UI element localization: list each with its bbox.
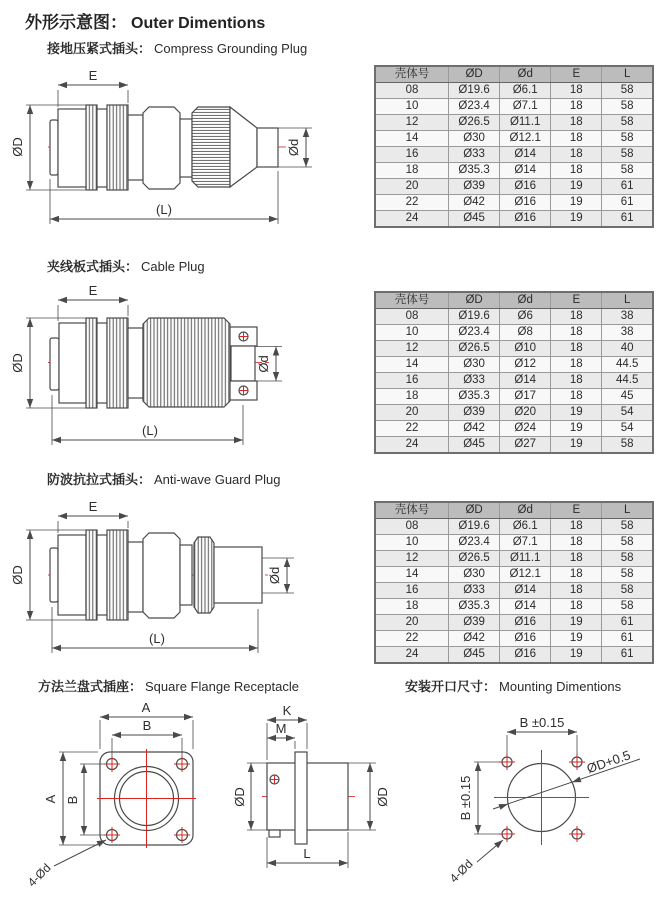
table-row	[375, 437, 653, 454]
table-cell: 58	[602, 535, 653, 551]
drawing-compress-grounding-plug	[10, 57, 360, 242]
table-cell: Ø14	[500, 599, 551, 615]
table-cell: 14	[375, 357, 449, 373]
table-cell: 45	[602, 389, 653, 405]
table-cell: 10	[375, 325, 449, 341]
drawing-mounting-cutout	[420, 690, 661, 898]
table-cell: Ø30	[449, 131, 500, 147]
dimension-e	[58, 283, 128, 321]
table-cell: 16	[375, 583, 449, 599]
table-cell: 18	[551, 373, 602, 389]
dim-label-b: B	[65, 795, 80, 805]
table-cell: Ø12.1	[500, 567, 551, 583]
dimension-od-small	[255, 347, 282, 382]
column-header: L	[602, 502, 653, 519]
table-row	[375, 341, 653, 357]
dimension-e	[58, 68, 128, 107]
end-cylinder	[214, 547, 262, 603]
table-cell: 61	[602, 615, 653, 631]
table-row	[375, 147, 653, 163]
table-header-row	[375, 66, 653, 83]
table-cell: Ø6	[500, 309, 551, 325]
table-row	[375, 99, 653, 115]
dimensions-table-compress-grounding-plug	[374, 65, 654, 228]
table-cell: Ø8	[500, 325, 551, 341]
dim-label-b-tolerance: B ±0.15	[519, 715, 565, 730]
column-header: E	[551, 292, 602, 309]
table-row	[375, 131, 653, 147]
table-row	[375, 389, 653, 405]
section-label-zh: 接地压紧式插头：	[47, 41, 152, 56]
table-cell: 18	[551, 519, 602, 535]
callout-hole-diameter	[493, 747, 640, 809]
table-row	[375, 309, 653, 325]
callout-label-four-holes: 4-Ød	[446, 856, 476, 886]
column-header: L	[602, 292, 653, 309]
page-title-en: Outer Dimentions	[131, 15, 266, 32]
table-cell: 18	[551, 389, 602, 405]
dimension-e	[58, 499, 128, 533]
table-cell: 18	[551, 83, 602, 99]
table-cell: Ø11.1	[500, 115, 551, 131]
table-cell: 14	[375, 567, 449, 583]
dimension-od-left	[232, 763, 267, 830]
table-cell: Ø14	[500, 147, 551, 163]
dim-label-od: ØD	[232, 787, 247, 807]
table-cell: Ø6.1	[500, 519, 551, 535]
table-cell: 18	[551, 551, 602, 567]
table-cell: 20	[375, 179, 449, 195]
table-header-row	[375, 292, 653, 309]
table-cell: 58	[602, 131, 653, 147]
table-cell: 58	[602, 567, 653, 583]
table-cell: Ø26.5	[449, 115, 500, 131]
table-cell: 24	[375, 211, 449, 228]
table-cell: Ø26.5	[449, 551, 500, 567]
table-header-row	[375, 502, 653, 519]
table-row	[375, 163, 653, 179]
table-cell: 58	[602, 115, 653, 131]
table-cell: Ø35.3	[449, 599, 500, 615]
table-row	[375, 647, 653, 664]
table-row	[375, 519, 653, 535]
table-cell: 40	[602, 341, 653, 357]
table-cell: 18	[375, 163, 449, 179]
section-label-en: Mounting Dimentions	[499, 679, 622, 694]
table-cell: Ø12.1	[500, 131, 551, 147]
column-header: 壳体号	[375, 66, 449, 83]
callout-four-holes	[25, 840, 106, 890]
table-cell: Ø14	[500, 583, 551, 599]
dimensions-table-anti-wave-guard-plug	[374, 501, 654, 664]
table-cell: 18	[551, 147, 602, 163]
table-cell: 12	[375, 551, 449, 567]
table-cell: 19	[551, 405, 602, 421]
dimension-m	[267, 721, 295, 749]
table-row	[375, 631, 653, 647]
knurl-band	[107, 530, 128, 620]
table-row	[375, 551, 653, 567]
dimensions-table-cable-plug	[374, 291, 654, 454]
knurl-band	[107, 318, 128, 408]
table-cell: Ø16	[500, 179, 551, 195]
table-cell: Ø39	[449, 405, 500, 421]
dim-label-od: ØD	[10, 565, 25, 585]
drawing-anti-wave-guard-plug	[10, 493, 360, 673]
table-cell: 24	[375, 437, 449, 454]
section-label-anti-wave-guard-plug	[47, 469, 280, 488]
table-cell: Ø16	[500, 195, 551, 211]
table-cell: 18	[551, 599, 602, 615]
table-cell: Ø16	[500, 615, 551, 631]
table-row	[375, 325, 653, 341]
table-cell: 22	[375, 421, 449, 437]
table-cell: 58	[602, 599, 653, 615]
table-cell: Ø17	[500, 389, 551, 405]
table-cell: Ø16	[500, 631, 551, 647]
table-cell: Ø16	[500, 647, 551, 664]
table-cell: 16	[375, 147, 449, 163]
table-cell: Ø23.4	[449, 535, 500, 551]
table-cell: Ø42	[449, 421, 500, 437]
table-cell: 58	[602, 83, 653, 99]
table-cell: Ø30	[449, 567, 500, 583]
table-cell: 18	[375, 389, 449, 405]
column-header: ØD	[449, 292, 500, 309]
table-row	[375, 373, 653, 389]
table-cell: Ø16	[500, 211, 551, 228]
section-label-cable-plug	[47, 256, 205, 275]
column-header: ØD	[449, 502, 500, 519]
table-row	[375, 615, 653, 631]
section-label-en: Anti-wave Guard Plug	[154, 472, 281, 487]
table-cell: 19	[551, 211, 602, 228]
section-label-en: Square Flange Receptacle	[145, 679, 299, 694]
section-label-zh: 安装开口尺寸：	[405, 679, 497, 694]
dim-label-od-small: Ød	[286, 138, 301, 157]
table-cell: 19	[551, 437, 602, 454]
table-cell: Ø19.6	[449, 309, 500, 325]
table-cell: 08	[375, 519, 449, 535]
knurl-band	[86, 318, 97, 408]
table-cell: 44.5	[602, 373, 653, 389]
table-cell: Ø45	[449, 437, 500, 454]
dim-label-l: (L)	[149, 631, 165, 646]
dim-label-a: A	[141, 700, 151, 715]
column-header: Ød	[500, 66, 551, 83]
table-cell: 58	[602, 583, 653, 599]
table-cell: 19	[551, 179, 602, 195]
table-cell: 18	[551, 99, 602, 115]
column-header: ØD	[449, 66, 500, 83]
table-cell: 22	[375, 195, 449, 211]
table-cell: 18	[375, 599, 449, 615]
dimension-b-left	[65, 764, 105, 835]
table-cell: 22	[375, 631, 449, 647]
dim-label-k: K	[282, 703, 292, 718]
dimension-od-small	[262, 558, 294, 593]
table-cell: Ø27	[500, 437, 551, 454]
table-cell: 18	[551, 357, 602, 373]
table-cell: Ø45	[449, 211, 500, 228]
column-header: 壳体号	[375, 502, 449, 519]
table-row	[375, 421, 653, 437]
table-cell: Ø33	[449, 583, 500, 599]
section-label-zh: 夹线板式插头：	[47, 259, 139, 274]
table-row	[375, 211, 653, 228]
plug-body	[50, 318, 257, 408]
table-cell: Ø45	[449, 647, 500, 664]
table-cell: 61	[602, 631, 653, 647]
table-cell: 18	[551, 131, 602, 147]
dim-label-e: E	[88, 283, 98, 298]
table-cell: Ø39	[449, 179, 500, 195]
knurl-barrel	[143, 318, 230, 407]
table-cell: Ø6.1	[500, 83, 551, 99]
table-cell: Ø33	[449, 373, 500, 389]
table-row	[375, 195, 653, 211]
table-cell: 10	[375, 99, 449, 115]
table-cell: 58	[602, 519, 653, 535]
dim-label-l: (L)	[156, 202, 172, 217]
table-cell: Ø26.5	[449, 341, 500, 357]
table-row	[375, 583, 653, 599]
table-row	[375, 535, 653, 551]
table-cell: 08	[375, 309, 449, 325]
table-cell: 18	[551, 535, 602, 551]
table-cell: Ø23.4	[449, 99, 500, 115]
column-header: E	[551, 66, 602, 83]
dim-label-od: ØD	[375, 787, 390, 807]
table-cell: 19	[551, 647, 602, 664]
table-cell: 18	[551, 309, 602, 325]
dim-label-e: E	[88, 68, 98, 83]
plug-body	[50, 105, 278, 190]
table-cell: 10	[375, 535, 449, 551]
column-header: E	[551, 502, 602, 519]
table-row	[375, 115, 653, 131]
table-cell: 38	[602, 325, 653, 341]
table-cell: 61	[602, 211, 653, 228]
table-cell: Ø19.6	[449, 83, 500, 99]
dim-label-e: E	[88, 499, 98, 514]
table-cell: Ø7.1	[500, 535, 551, 551]
section-label-zh: 方法兰盘式插座：	[38, 679, 143, 694]
dim-label-l: (L)	[142, 423, 158, 438]
dim-label-od-small: Ød	[267, 566, 282, 585]
table-cell: 20	[375, 615, 449, 631]
callout-four-holes	[447, 840, 503, 886]
table-cell: 61	[602, 195, 653, 211]
callout-label-hole-diameter: ØD+0.5	[584, 747, 633, 777]
table-cell: 58	[602, 163, 653, 179]
section-label-en: Compress Grounding Plug	[154, 41, 308, 56]
table-cell: Ø35.3	[449, 163, 500, 179]
table-cell: 54	[602, 405, 653, 421]
table-cell: Ø23.4	[449, 325, 500, 341]
dim-label-od-small: Ød	[256, 355, 271, 373]
dimension-b-left	[458, 762, 500, 834]
dimension-b-top	[507, 715, 577, 755]
dim-label-od: ØD	[10, 353, 25, 373]
table-cell: Ø39	[449, 615, 500, 631]
plug-body	[50, 530, 262, 620]
table-cell: 44.5	[602, 357, 653, 373]
table-cell: 38	[602, 309, 653, 325]
drawing-square-flange-side	[232, 700, 410, 898]
page-title-zh: 外形示意图：	[25, 13, 127, 32]
drawing-square-flange-front	[20, 700, 240, 898]
table-cell: Ø42	[449, 195, 500, 211]
table-cell: 19	[551, 195, 602, 211]
table-cell: 61	[602, 179, 653, 195]
flange-body	[97, 749, 196, 848]
table-cell: Ø7.1	[500, 99, 551, 115]
table-cell: Ø42	[449, 631, 500, 647]
table-row	[375, 179, 653, 195]
table-cell: 19	[551, 631, 602, 647]
section-label-zh: 防波抗拉式插头：	[47, 472, 152, 487]
table-cell: 19	[551, 615, 602, 631]
table-cell: 58	[602, 437, 653, 454]
dim-label-b-tolerance: B ±0.15	[458, 775, 473, 821]
dim-label-od: ØD	[10, 137, 25, 157]
table-cell: 20	[375, 405, 449, 421]
table-cell: Ø20	[500, 405, 551, 421]
drawing-cable-plug	[10, 283, 360, 463]
column-header: 壳体号	[375, 292, 449, 309]
receptacle-body	[267, 752, 348, 844]
table-cell: 08	[375, 83, 449, 99]
table-cell: 54	[602, 421, 653, 437]
table-cell: Ø35.3	[449, 389, 500, 405]
table-cell: 12	[375, 341, 449, 357]
table-cell: 61	[602, 647, 653, 664]
section-label-en: Cable Plug	[141, 259, 205, 274]
section-label-square-flange-receptacle	[38, 676, 299, 695]
table-cell: 14	[375, 131, 449, 147]
table-row	[375, 83, 653, 99]
table-cell: 18	[551, 115, 602, 131]
table-cell: Ø33	[449, 147, 500, 163]
callout-label-four-holes: 4-Ød	[24, 860, 54, 890]
section-label-compress-grounding-plug	[47, 38, 307, 57]
table-row	[375, 567, 653, 583]
table-cell: Ø14	[500, 163, 551, 179]
table-cell: 18	[551, 325, 602, 341]
column-header: L	[602, 66, 653, 83]
page-title	[25, 8, 265, 33]
table-row	[375, 357, 653, 373]
knurl-nut	[194, 537, 214, 613]
flange-plate	[295, 752, 307, 844]
dim-label-a: A	[43, 794, 58, 804]
knurl-band	[86, 105, 97, 190]
table-cell: 18	[551, 341, 602, 357]
table-cell: Ø19.6	[449, 519, 500, 535]
table-cell: 58	[602, 99, 653, 115]
table-cell: Ø10	[500, 341, 551, 357]
cutout-shape	[494, 750, 589, 845]
table-cell: 12	[375, 115, 449, 131]
dim-label-b: B	[142, 718, 152, 733]
grip-nut	[192, 107, 230, 187]
knurl-band	[86, 530, 97, 620]
table-cell: 16	[375, 373, 449, 389]
table-cell: Ø11.1	[500, 551, 551, 567]
table-cell: 58	[602, 551, 653, 567]
table-cell: 18	[551, 163, 602, 179]
column-header: Ød	[500, 292, 551, 309]
table-cell: 19	[551, 421, 602, 437]
dim-label-m: M	[275, 721, 287, 736]
column-header: Ød	[500, 502, 551, 519]
table-cell: Ø30	[449, 357, 500, 373]
table-cell: 24	[375, 647, 449, 664]
knurl-band	[107, 105, 128, 190]
table-cell: 58	[602, 147, 653, 163]
table-cell: 18	[551, 583, 602, 599]
table-cell: 18	[551, 567, 602, 583]
dim-label-l: L	[303, 846, 311, 861]
table-cell: Ø12	[500, 357, 551, 373]
table-cell: Ø24	[500, 421, 551, 437]
table-row	[375, 599, 653, 615]
table-cell: Ø14	[500, 373, 551, 389]
table-row	[375, 405, 653, 421]
